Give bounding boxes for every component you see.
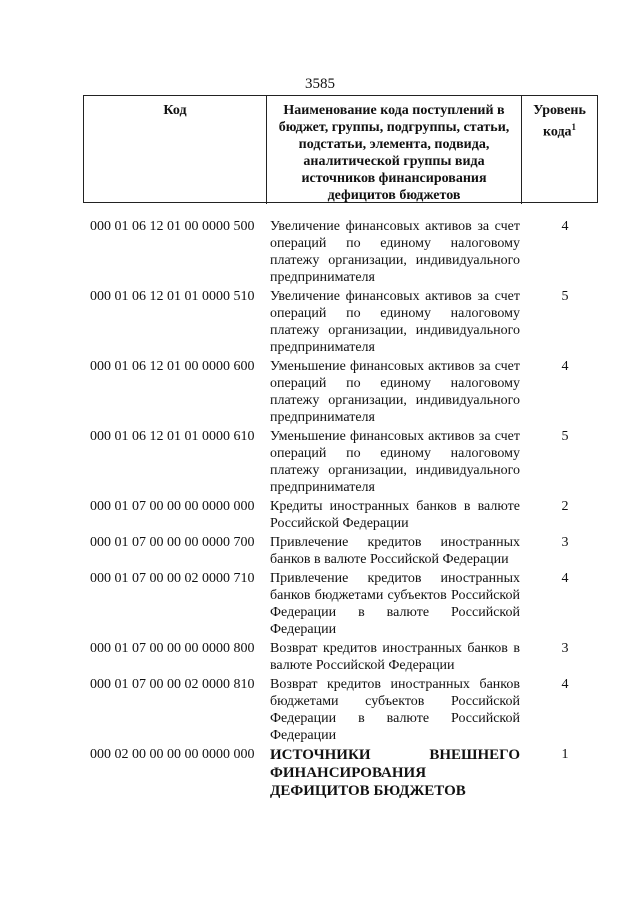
- footnote-marker: 1: [571, 122, 577, 132]
- row-level: 4: [561, 677, 569, 692]
- header-level-label: Уровень кода: [533, 103, 586, 140]
- row-code: 000 01 07 00 00 00 0000 800: [90, 641, 255, 656]
- row-code: 000 01 07 00 00 00 0000 700: [90, 535, 255, 550]
- row-name: Уменьшение финансовых активов за счет операций по единому налоговому платежу организации, индивидуального предпринимателя: [270, 359, 520, 425]
- row-level: 2: [561, 499, 569, 514]
- row-level: 5: [561, 429, 569, 444]
- table-row: [90, 534, 590, 568]
- row-level: 5: [561, 289, 569, 304]
- table-row: [90, 570, 590, 638]
- row-name: Возврат кредитов иностранных банков в валюте Российской Федерации: [270, 641, 520, 673]
- row-code: 000 01 06 12 01 00 0000 600: [90, 359, 255, 374]
- row-name: Привлечение кредитов иностранных банков бюджетами субъектов Российской Федерации в валюте Российской Федерации: [270, 571, 520, 637]
- row-code: 000 01 07 00 00 00 0000 000: [90, 499, 255, 514]
- row-level: 3: [561, 535, 569, 550]
- table-row: [90, 428, 590, 496]
- row-name: Увеличение финансовых активов за счет операций по единому налоговому платежу организации, индивидуального предпринимателя: [270, 219, 520, 285]
- row-level: 4: [561, 571, 569, 586]
- table-row: [90, 676, 590, 744]
- header-level: [521, 96, 597, 204]
- row-name: Уменьшение финансовых активов за счет операций по единому налоговому платежу организации, индивидуального предпринимателя: [270, 429, 520, 495]
- table-row: [90, 358, 590, 426]
- row-level: 4: [561, 219, 569, 234]
- table-row-section: [90, 746, 590, 800]
- row-name: Увеличение финансовых активов за счет операций по единому налоговому платежу организации, индивидуального предпринимателя: [270, 289, 520, 355]
- row-code: 000 01 06 12 01 00 0000 500: [90, 219, 255, 234]
- table-header: [83, 95, 598, 203]
- table-row: [90, 498, 590, 532]
- row-name: Кредиты иностранных банков в валюте Российской Федерации: [270, 499, 520, 531]
- row-code: 000 01 07 00 00 02 0000 710: [90, 571, 255, 586]
- table-row: [90, 218, 590, 286]
- header-name: Наименование кода поступлений в бюджет, группы, подгруппы, статьи, подстатьи, элемента, подвида, аналитической группы вида источников финансирования дефицитов бюджетов: [266, 96, 521, 204]
- row-code: 000 01 07 00 00 02 0000 810: [90, 677, 255, 692]
- classifier-table: [90, 218, 590, 802]
- row-level: 4: [561, 359, 569, 374]
- row-code: 000 01 06 12 01 01 0000 510: [90, 289, 255, 304]
- row-code: 000 01 06 12 01 01 0000 610: [90, 429, 255, 444]
- table-row: [90, 288, 590, 356]
- row-name: ИСТОЧНИКИ ВНЕШНЕГО ФИНАНСИРОВАНИЯ ДЕФИЦИТОВ БЮДЖЕТОВ: [270, 747, 520, 799]
- header-code: Код: [163, 103, 187, 118]
- table-row: [90, 640, 590, 674]
- row-level: 1: [561, 747, 569, 762]
- page-number: 3585: [305, 76, 335, 92]
- row-level: 3: [561, 641, 569, 656]
- row-code: 000 02 00 00 00 00 0000 000: [90, 747, 255, 762]
- row-name: Возврат кредитов иностранных банков бюджетами субъектов Российской Федерации в валюте Российской Федерации: [270, 677, 520, 743]
- row-name: Привлечение кредитов иностранных банков в валюте Российской Федерации: [270, 535, 520, 567]
